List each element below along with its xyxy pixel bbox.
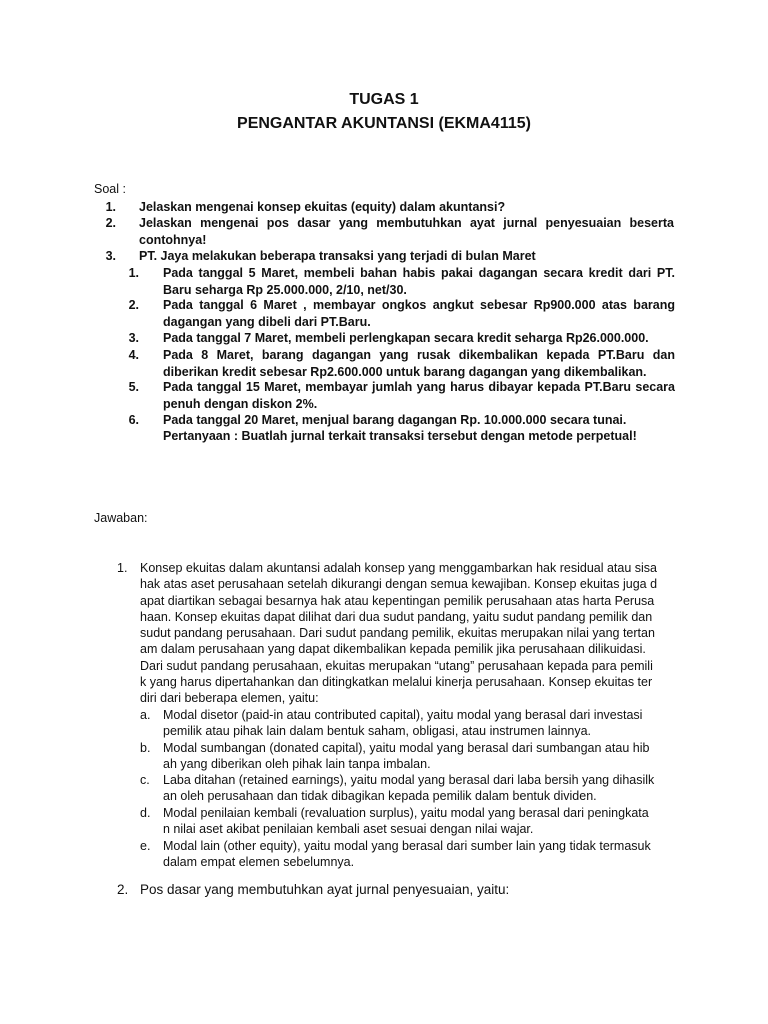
paragraph-line: Konsep ekuitas dalam akuntansi adalah konsep yang menggambarkan hak residual atau sisa	[140, 561, 657, 575]
paragraph-line: hak atas aset perusahaan setelah dikurangi dengan semua kewajiban. Konsep ekuitas juga d	[140, 577, 658, 592]
answer-1-number: 1.	[117, 561, 128, 575]
paragraph-line: sudut pandang perusahaan. Dari sudut pandang pemilik, ekuitas merupakan nilai yang tertan	[140, 626, 655, 641]
paragraph-line: diri dari beberapa elemen, yaitu:	[140, 691, 319, 706]
paragraph-line: haan. Konsep ekuitas dapat dilihat dari dua sudut pandang, yaitu sudut pandang pemilik dan	[140, 609, 653, 624]
paragraph-line: k yang harus dipertahankan dan ditingkatkan melalui kinerja perusahaan. Konsep ekuitas ter	[140, 675, 653, 690]
answer-1-paragraph	[140, 560, 675, 707]
paragraph-line: Dari sudut pandang perusahaan, ekuitas merupakan “utang” perusahaan kepada para pemili	[140, 658, 653, 673]
soal-label: Soal :	[94, 182, 126, 196]
pertanyaan: Pertanyaan : Buatlah jurnal terkait transaksi tersebut dengan metode perpetual!	[163, 429, 637, 443]
document-page: TUGAS 1 PENGANTAR AKUNTANSI (EKMA4115) Soal : 1. Jelaskan mengenai konsep ekuitas (equity) dalam akuntansi? 2. Jelaskan mengenai pos dasar yang membutuhkan ayat jurnal penyesuaian beserta contohnya! 3. PT. Jaya melakukan beberapa transaksi yang terjadi di bulan Maret 1. Pada tanggal 5 Maret, membeli bahan habis pakai dagangan secara kredit dari PT. Baru seharga Rp 25.000.000, 2/10, net/30. 2. Pada tanggal 6 Maret , membayar ongkos angkut sebesar Rp900.000 atas barang dagangan yang dibeli dari PT.Baru. 3. Pada tanggal 7 Maret, membeli perlengkapan secara kredit seharga Rp26.000.000. 4. Pada 8 Maret, barang dagangan yang rusak dikembalikan kepada PT.Baru dan diberikan kredit sebesar Rp2.600.000 untuk barang dagangan yang dikembalikan. 5. Pada tanggal 15 Maret, membayar jumlah yang harus dibayar kepada PT.Baru secara penuh dengan diskon 2%. 6. Pada tanggal 20 Maret, menjual barang dagangan Rp. 10.000.000 secara tunai. Pertanyaan : Buatlah jurnal terkait transaksi tersebut dengan metode perpetual! Jawaban: 1. Konsep ekuitas dalam akuntansi adalah konsep yang menggambarkan hak residual atau sisa hak atas aset perusahaan setelah dikurangi dengan semua kewajiban. Konsep ekuitas juga d apat diartikan sebagai besarnya hak atau kepentingan pemilik perusahaan atas harta Perusa haan. Konsep ekuitas dapat dilihat dari dua sudut pandang, yaitu sudut pandang pemilik dan sudut pandang perusahaan. Dari sudut pandang pemilik, ekuitas merupakan nilai yang tertan am dalam perusahaan yang dapat dikembalikan kepada pemilik jika perusahaan dilikuidasi. Dari sudut pandang perusahaan, ekuitas merupakan “utang” perusahaan kepada para pemili k yang harus dipertahankan dan ditingkatkan melalui kinerja perusahaan. Konsep ekuitas ter diri dari beberapa elemen, yaitu: a. Modal disetor (paid-in atau contributed capital), yaitu modal yang berasal dari investasi pemilik atau pihak lain dalam bentuk saham, obligasi, atau instrumen lainnya. b. Modal sumbangan (donated capital), yaitu modal yang berasal dari sumbangan atau hib ah yang diberikan oleh pihak lain tanpa imbalan. c. Laba ditahan (retained earnings), yaitu modal yang berasal dari laba bersih yang dihasilk an oleh perusahaan dan tidak dibagikan kepada pemilik dalam bentuk dividen. d. Modal penilaian kembali (revaluation surplus), yaitu modal yang berasal dari peningkata n nilai aset akibat penilaian kembali aset sesuai dengan nilai wajar. e. Modal lain (other equity), yaitu modal yang berasal dari sumber lain yang tidak termasuk dalam empat elemen sebelumnya. 2. Pos dasar yang membutuhkan ayat jurnal penyesuaian, yaitu:	[0, 0, 768, 1024]
doc-title: TUGAS 1	[349, 91, 419, 108]
answer-2	[117, 882, 510, 897]
doc-subtitle: PENGANTAR AKUNTANSI (EKMA4115)	[237, 115, 531, 132]
paragraph-line: apat diartikan sebagai besarnya hak atau kepentingan pemilik perusahaan atas harta Perusa	[140, 593, 655, 608]
paragraph-line: am dalam perusahaan yang dapat dikembalikan kepada pemilik jika perusahaan dilikuidasi.	[140, 642, 646, 657]
answer-2-text: Pos dasar yang membutuhkan ayat jurnal penyesuaian, yaitu:	[140, 882, 510, 897]
jawaban-label: Jawaban:	[94, 511, 148, 525]
answer-2-number: 2.	[117, 882, 129, 897]
